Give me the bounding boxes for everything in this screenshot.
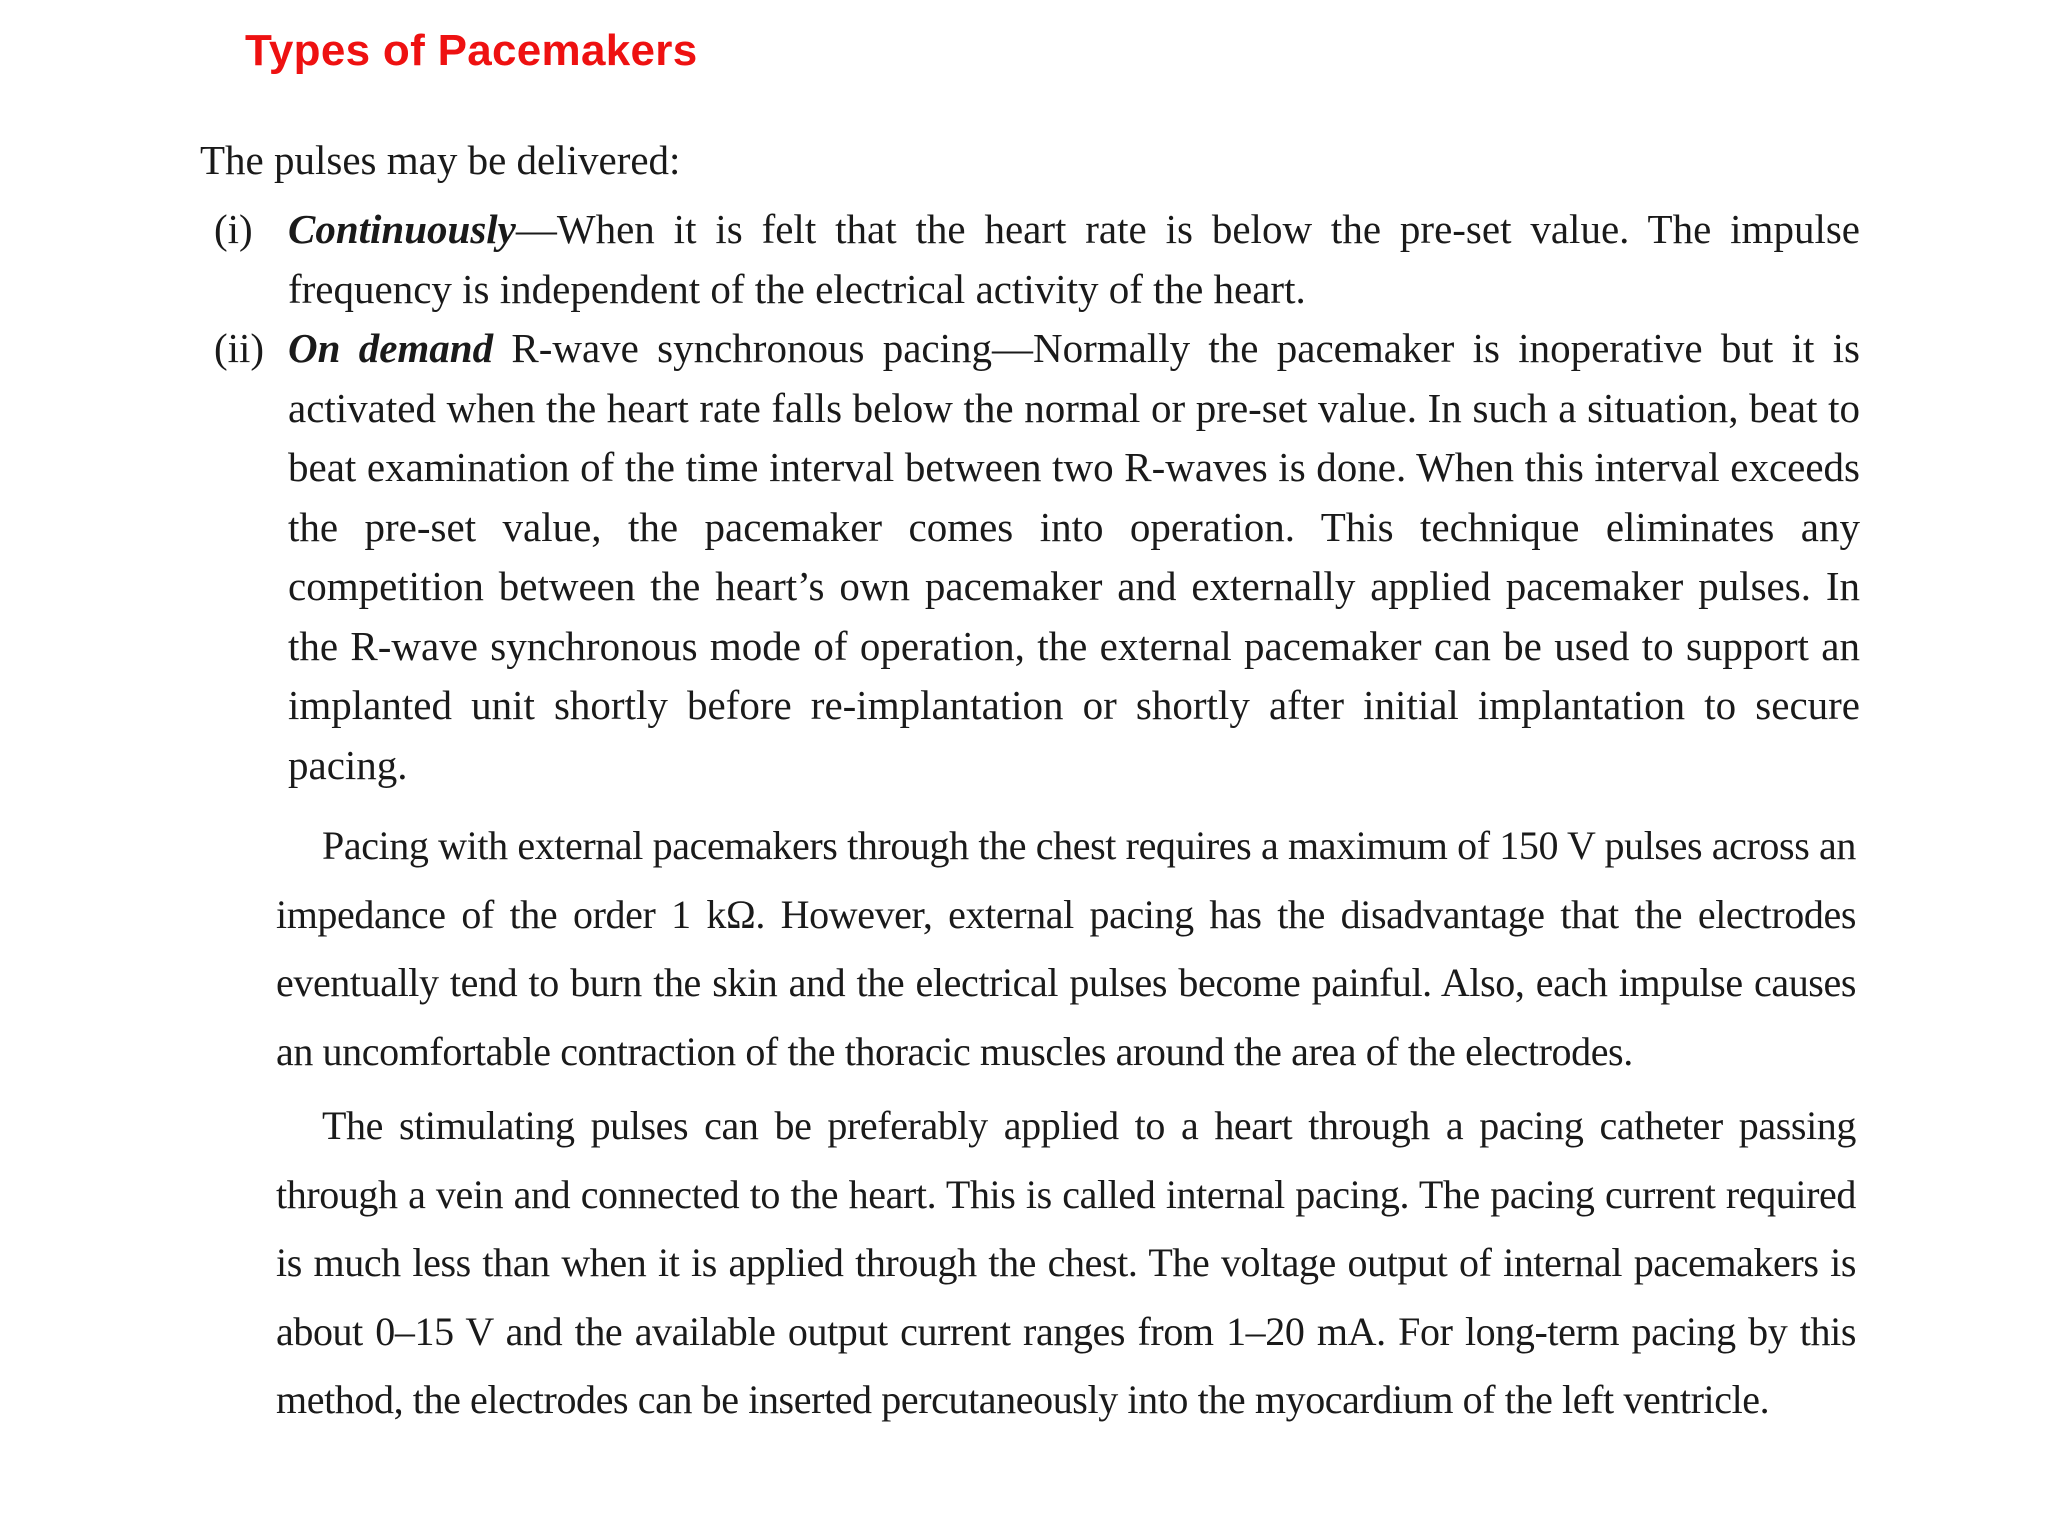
list-item-continuously [200, 200, 1860, 319]
list-item-text: —When it is felt that the heart rate is below the pre-set value. The impulse frequency is independent of the electrical activity of the heart. [288, 206, 1860, 312]
paragraph-external-pacing: Pacing with external pacemakers through the chest requires a maximum of 150 V pulses across an impedance of the order 1 kΩ. However, external pacing has the disadvantage that the electrodes eventually tend to burn the skin and the electrical pulses become painful. Also, each impulse causes an uncomfortable contraction of the thoracic muscles around the area of the electrodes. [276, 823, 1856, 1074]
intro-text: The pulses may be delivered: [200, 137, 681, 183]
delivery-list [200, 200, 1860, 795]
slide-title: Types of Pacemakers [245, 26, 698, 75]
list-item-on-demand [200, 319, 1860, 795]
list-item-term: Continuously [288, 206, 516, 252]
list-item-term: On demand [288, 325, 494, 371]
scanned-text-block [200, 120, 1860, 1510]
list-item-number: (i) [214, 206, 253, 252]
list-item-number: (ii) [214, 325, 265, 371]
paragraph-internal-pacing: The stimulating pulses can be preferably applied to a heart through a pacing catheter passing through a vein and connected to the heart. This is called internal pacing. The pacing current required is much less than when it is applied through the chest. The voltage output of internal pacemakers is about 0–15 V and the available output current ranges from 1–20 mA. For long-term pacing by this method, the electrodes can be inserted percutaneously into the myocardium of the left ventricle. [276, 1103, 1856, 1422]
list-item-text: R-wave synchronous pacing—Normally the pacemaker is inoperative but it is activated when the heart rate falls below the normal or pre-set value. In such a situation, beat to beat examination of the time interval between two R-waves is done. When this interval exceeds the pre-set value, the pacemaker comes into operation. This technique eliminates any competition between the heart’s own pacemaker and externally applied pacemaker pulses. In the R-wave synchronous mode of operation, the external pacemaker can be used to support an implanted unit shortly before re-implantation or shortly after initial implantation to secure pacing. [288, 325, 1860, 788]
